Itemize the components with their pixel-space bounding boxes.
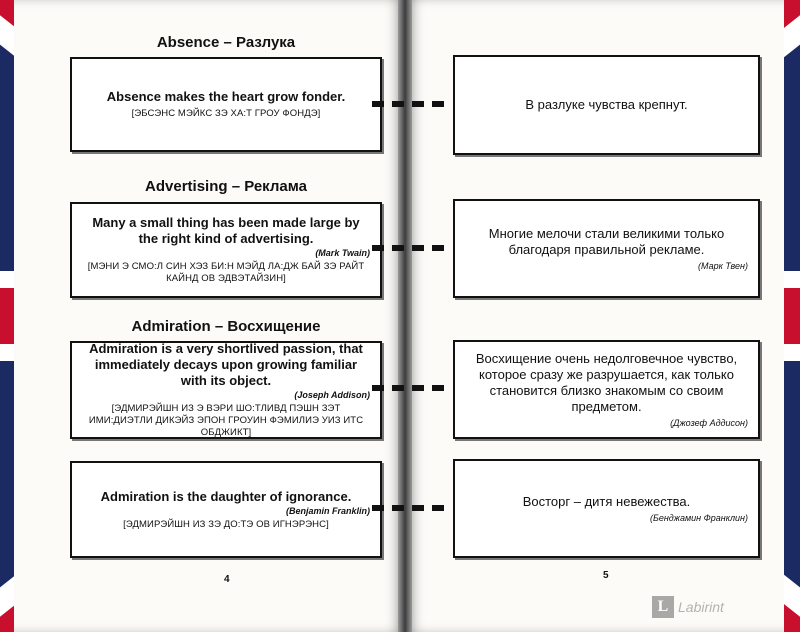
russian-translation-box: [453, 199, 760, 298]
transcription: [МЭНИ Э СМО:Л СИН ХЭЗ БИ:Н МЭЙД ЛА:ДЖ БАЙ ЗЭ РАЙТ КАЙНД ОВ ЭДВЭТАЙЗИН]: [87, 261, 365, 284]
transcription: [ЭДМИРЭЙШН ИЗ ЗЭ ДО:ТЭ ОВ ИГНЭРЭНС]: [123, 518, 329, 530]
russian-author: (Джозеф Аддисон): [670, 418, 748, 428]
russian-quote: Многие мелочи стали великими только благодаря правильной рекламе.: [488, 226, 725, 257]
section-heading: Admiration – Восхищение: [131, 318, 321, 335]
russian-quote: Восхищение очень недолговечное чувство, которое сразу же разрушается, как только становится близко знакомым со своим предметом.: [475, 351, 738, 414]
transcription: [ЭДМИРЭЙШН ИЗ Э ВЭРИ ШО:ТЛИВД ПЭШН ЗЭТ ИМИ:ДИЭТЛИ ДИКЭЙЗ ЭПОН ГРОУИН ФЭМИЛИЭ УИЗ ИТС ОБДЖИКТ]: [88, 403, 364, 438]
watermark-text: Labirint: [678, 599, 724, 615]
english-author: (Benjamin Franklin): [285, 505, 370, 516]
english-proverb-box: [70, 341, 382, 439]
russian-translation-box: [453, 55, 760, 155]
connector-dashes: [372, 101, 450, 107]
connector-dashes: [372, 385, 450, 391]
page-number-right: 5: [603, 570, 609, 581]
transcription: [ЭБСЭНС МЭЙКС ЗЭ ХА:Т ГРОУ ФОНДЭ]: [131, 108, 321, 119]
english-quote: Absence makes the heart grow fonder.: [106, 89, 346, 104]
russian-translation-box: [453, 459, 760, 558]
section-heading: Absence – Разлука: [156, 34, 296, 51]
english-author: (Joseph Addison): [294, 390, 370, 400]
english-proverb-box: [70, 57, 382, 152]
russian-quote: В разлуке чувства крепнут.: [525, 97, 688, 112]
labirint-logo-icon: L: [652, 596, 674, 618]
book-gutter: [398, 0, 412, 632]
section-heading: Advertising – Реклама: [145, 178, 307, 195]
english-author: (Mark Twain): [315, 248, 370, 258]
watermark: [652, 596, 724, 618]
russian-author: (Марк Твен): [697, 261, 748, 271]
page-number-left: 4: [224, 574, 230, 585]
english-proverb-box: [70, 461, 382, 558]
russian-quote: Восторг – дитя невежества.: [522, 494, 691, 509]
english-proverb-box: [70, 202, 382, 298]
connector-dashes: [372, 505, 450, 511]
russian-translation-box: [453, 340, 760, 439]
russian-author: (Бенджамин Франклин): [649, 513, 748, 523]
english-quote: Admiration is the daughter of ignorance.: [100, 488, 352, 504]
connector-dashes: [372, 245, 450, 251]
english-quote: Many a small thing has been made large by the right kind of advertising.: [92, 215, 360, 246]
english-quote: Admiration is a very shortlived passion, that immediately decays upon growing familiar with its object.: [89, 341, 363, 388]
